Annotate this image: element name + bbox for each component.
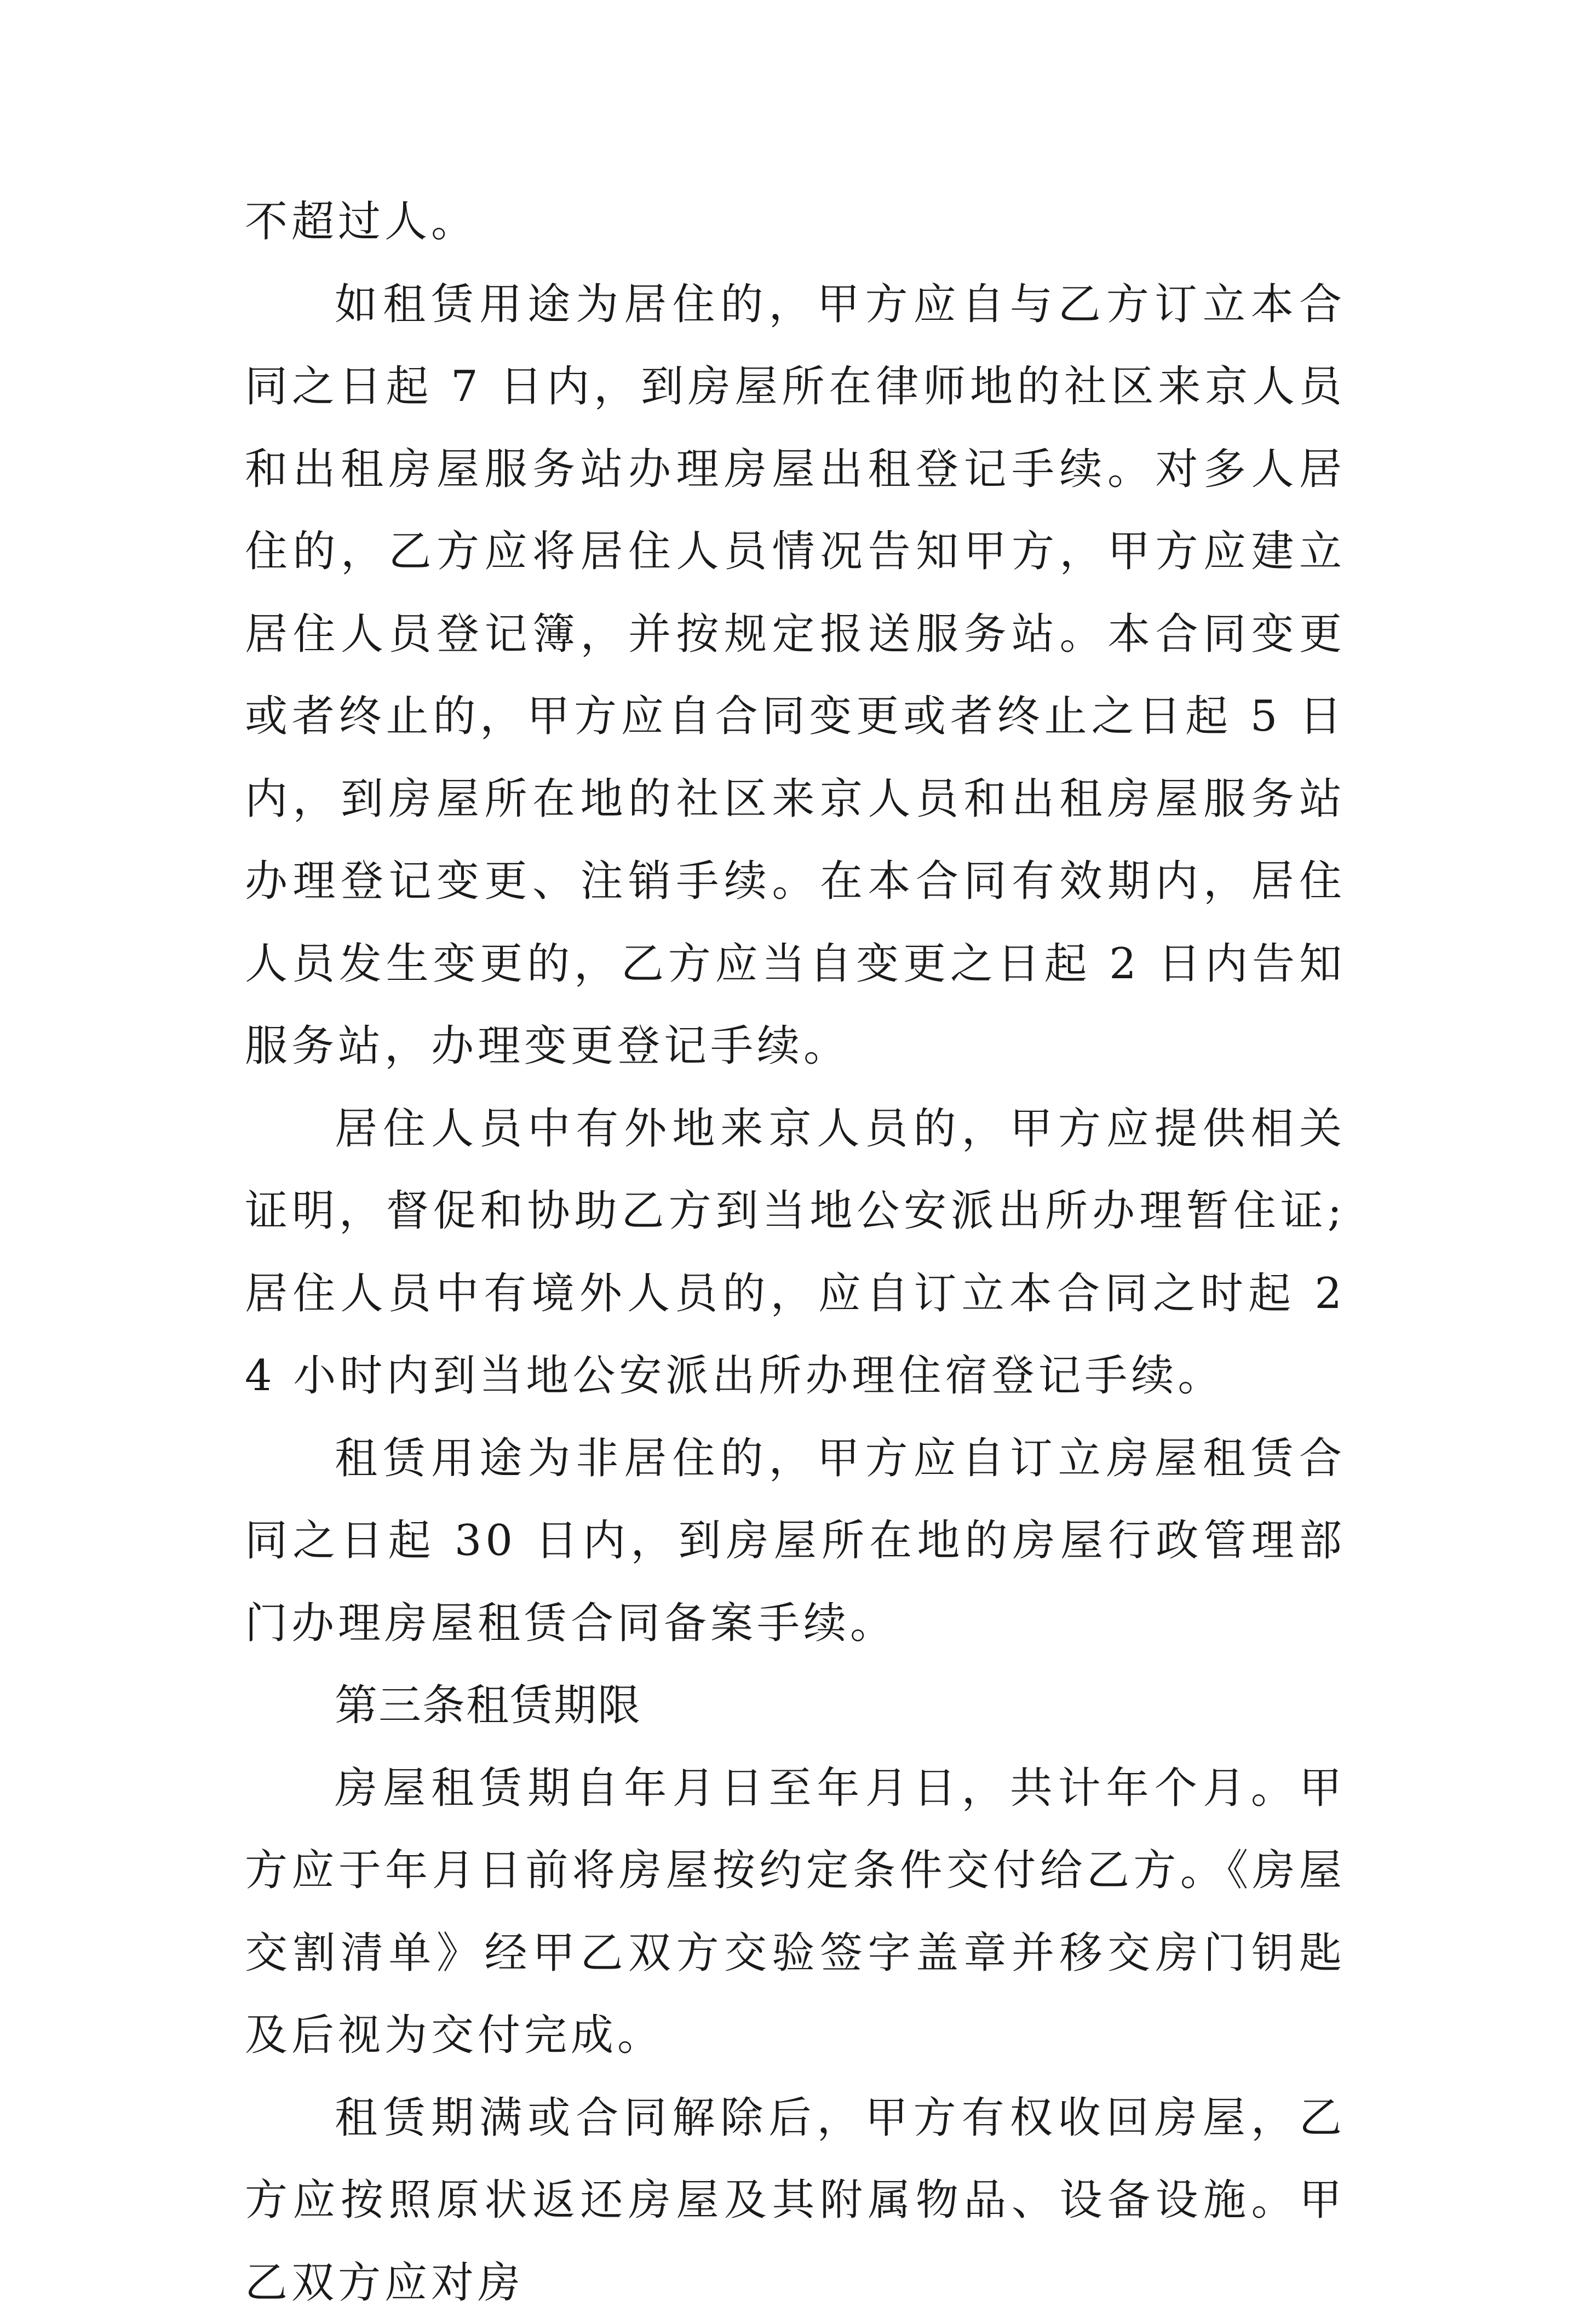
paragraph-nonresidential-filing: 租赁用途为非居住的，甲方应自订立房屋租赁合同之日起 30 日内，到房屋所在地的房屋行政管理部门办理房屋租赁合同备案手续。 bbox=[245, 1418, 1346, 1665]
paragraph-residential-registration: 如租赁用途为居住的，甲方应自与乙方订立本合同之日起 7 日内，到房屋所在律师地的社区来京人员和出租房屋服务站办理房屋出租登记手续。对多人居住的，乙方应将居住人员情况告知甲方，甲方应建立居住人员登记簿，并按规定报送服务站。本合同变更或者终止的，甲方应自合同变更或者终止之日起 5 日内，到房屋所在地的社区来京人员和出租房屋服务站办理登记变更、注销手续。在本合同有效期内，居住人员发生变更的，乙方应当自变更之日起 2 日内告知服务站，办理变更登记手续。 bbox=[245, 263, 1346, 1088]
paragraph-nonlocal-residents: 居住人员中有外地来京人员的，甲方应提供相关证明，督促和协助乙方到当地公安派出所办理暂住证;居住人员中有境外人员的，应自订立本合同之时起 24 小时内到当地公安派出所办理住宿登记手续。 bbox=[245, 1088, 1346, 1418]
paragraph-lease-expiry: 租赁期满或合同解除后，甲方有权收回房屋，乙方应按照原状返还房屋及其附属物品、设备设施。甲乙双方应对房 bbox=[245, 2077, 1346, 2324]
document-body bbox=[245, 181, 1346, 2324]
paragraph-continuation: 不超过人。 bbox=[245, 181, 1346, 263]
section-heading-lease-term: 第三条租赁期限 bbox=[245, 1665, 1346, 1747]
paragraph-lease-period: 房屋租赁期自年月日至年月日，共计年个月。甲方应于年月日前将房屋按约定条件交付给乙方。《房屋交割清单》经甲乙双方交验签字盖章并移交房门钥匙及后视为交付完成。 bbox=[245, 1747, 1346, 2077]
